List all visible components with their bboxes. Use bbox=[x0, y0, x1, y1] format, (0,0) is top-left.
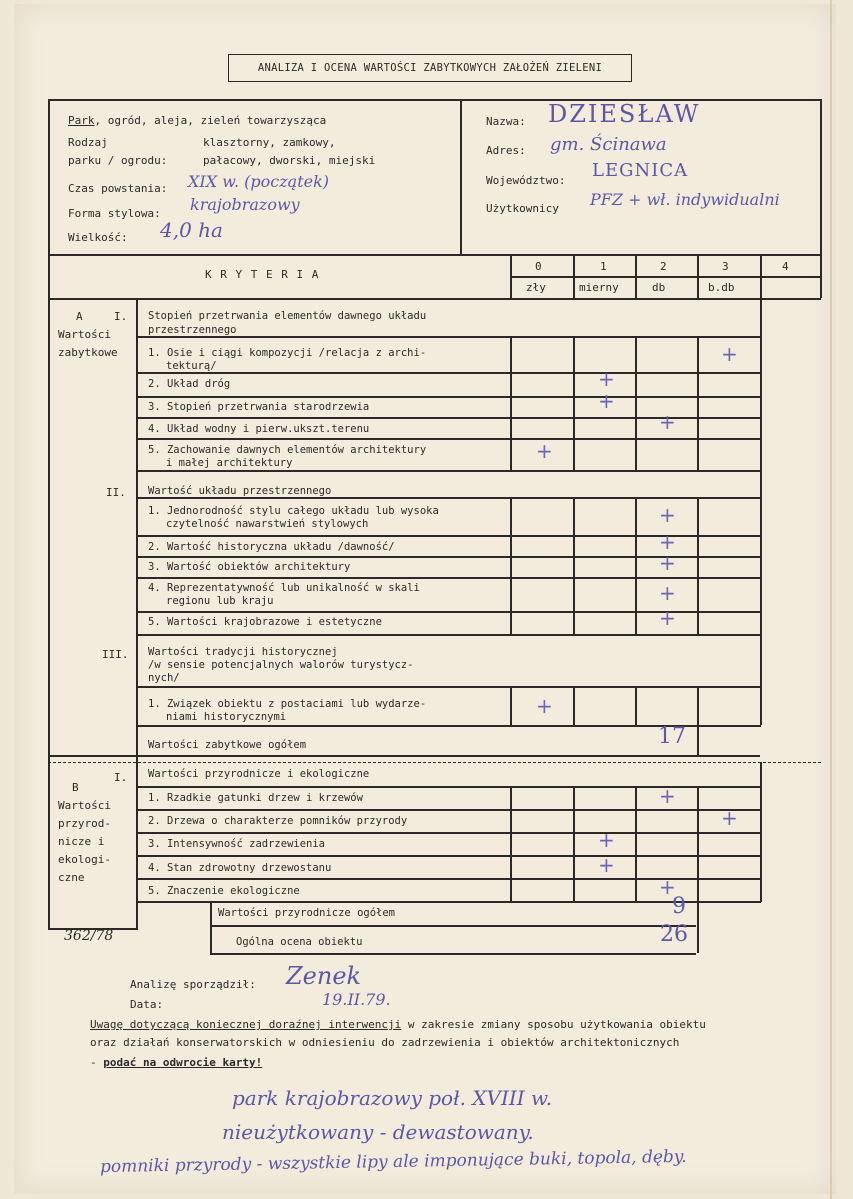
section-b-right bbox=[760, 762, 762, 902]
row-line-a-11 bbox=[136, 634, 761, 636]
score-col-a2-1 bbox=[573, 686, 575, 725]
score-1-label: mierny bbox=[579, 281, 619, 294]
criterion-a2-1-line2: czytelność nawarstwień stylowych bbox=[166, 518, 369, 530]
criterion-a1-1-line1: 1. Osie i ciągi kompozycji /relacja z archi- bbox=[148, 347, 427, 359]
group-a1-title-2: przestrzennego bbox=[148, 324, 237, 336]
row-line-a-9 bbox=[136, 577, 761, 579]
czas-label: Czas powstania: bbox=[68, 182, 168, 195]
score-col-b-2 bbox=[635, 786, 637, 901]
park-type-options: , ogród, aleja, zieleń towarzysząca bbox=[94, 114, 327, 127]
frame-right-top bbox=[820, 99, 822, 254]
row-line-b-1 bbox=[136, 809, 761, 811]
group-a1-title-1: Stopień przetrwania elementów dawnego układu bbox=[148, 310, 427, 322]
wojewodztwo-label: Województwo: bbox=[486, 174, 566, 187]
criterion-a2-1-line1: 1. Jednorodność stylu całego układu lub wysoka bbox=[148, 505, 439, 517]
uzytkownicy-label: Użytkownicy bbox=[486, 202, 559, 215]
score-col-a2-3 bbox=[697, 686, 699, 725]
score-mark-a1-2: + bbox=[598, 367, 615, 391]
row-line-b-5 bbox=[136, 901, 761, 903]
row-line-a-6 bbox=[136, 497, 761, 499]
score-col-a1-1 bbox=[573, 497, 575, 634]
adres-value: gm. Ścinawa bbox=[550, 134, 667, 155]
criterion-a2-2: 2. Wartość historyczna układu /dawność/ bbox=[148, 541, 395, 553]
criterion-a2-4-line2: regionu lub kraju bbox=[166, 595, 274, 607]
section-b-title-1: Wartości bbox=[58, 799, 111, 812]
wojewodztwo-value: LEGNICA bbox=[592, 160, 689, 181]
uzytkownicy-value: PFZ + wł. indywidualni bbox=[590, 190, 780, 209]
header-top bbox=[48, 254, 821, 256]
score-mark-a2-2: + bbox=[659, 530, 676, 554]
note-dash: - bbox=[90, 1056, 104, 1069]
total-b-value: 9 bbox=[672, 894, 686, 919]
total-b-label: Wartości przyrodnicze ogółem bbox=[218, 907, 396, 919]
overall-bottom bbox=[210, 953, 696, 955]
section-b-title-5: czne bbox=[58, 871, 85, 884]
document-title: ANALIZA I OCENA WARTOŚCI ZABYTKOWYCH ZAŁOŻEŃ ZIELENI bbox=[228, 54, 632, 82]
score-mark-b1-2: + bbox=[721, 806, 738, 830]
nazwa-label: Nazwa: bbox=[486, 115, 526, 128]
park-type-selected: Park bbox=[68, 114, 95, 127]
score-col-a1-2 bbox=[635, 497, 637, 634]
row-line-a-12 bbox=[136, 686, 761, 688]
score-mark-b1-4: + bbox=[598, 853, 615, 877]
score-0-label: zły bbox=[526, 281, 546, 294]
score-col-a1-3 bbox=[697, 497, 699, 634]
totals-left bbox=[210, 901, 212, 953]
score-1-header: 1 bbox=[600, 260, 607, 273]
row-line-b-3 bbox=[136, 855, 761, 857]
criterion-b1-1: 1. Rzadkie gatunki drzew i krzewów bbox=[148, 792, 363, 804]
score-mark-a2-1: + bbox=[659, 503, 676, 527]
score-col-b-3 bbox=[697, 786, 699, 901]
score-mark-a1-5: + bbox=[536, 439, 553, 463]
kryteria-header: K R Y T E R I A bbox=[205, 268, 320, 281]
score-col-a2-0 bbox=[510, 686, 512, 725]
score-col-a2-end bbox=[760, 686, 762, 725]
score-col-a2-2 bbox=[635, 686, 637, 725]
score-col-a1-0 bbox=[510, 497, 512, 634]
overall-value: 26 bbox=[660, 922, 688, 947]
score-col-a1-end bbox=[760, 497, 762, 634]
wielkosc-label: Wielkość: bbox=[68, 231, 128, 244]
analysis-signature: Zenek bbox=[286, 962, 362, 990]
section-b-title-3: nicze i bbox=[58, 835, 105, 848]
score-mark-b1-5: + bbox=[659, 875, 676, 899]
score-mark-b1-3: + bbox=[598, 828, 615, 852]
group-a3-title-1: Wartości tradycji historycznej bbox=[148, 646, 338, 658]
group-a2-title: Wartość układu przestrzennego bbox=[148, 485, 332, 497]
row-line-a-4 bbox=[136, 438, 761, 440]
section-b-title-2: przyrod- bbox=[58, 817, 111, 830]
handwritten-note-2: nieużytkowany - dewastowany. bbox=[222, 1120, 534, 1144]
score-2-header: 2 bbox=[660, 260, 667, 273]
row-line-a-14 bbox=[48, 755, 760, 757]
score-mark-b1-1: + bbox=[659, 784, 676, 808]
score-mark-a3-1: + bbox=[536, 694, 553, 718]
rodzaj-label-2: parku / ogrodu: bbox=[68, 154, 168, 167]
reference-number: 362/78 bbox=[64, 928, 114, 944]
score-mark-a2-5: + bbox=[659, 606, 676, 630]
criterion-a2-3: 3. Wartość obiektów architektury bbox=[148, 561, 351, 573]
header-col-1 bbox=[573, 254, 575, 298]
overall-label: Ogólna ocena obiektu bbox=[236, 936, 363, 948]
adres-label: Adres: bbox=[486, 144, 526, 157]
frame-top bbox=[48, 99, 821, 101]
forma-value: krajobrazowy bbox=[190, 195, 300, 214]
rodzaj-label-1: Rodzaj bbox=[68, 136, 108, 149]
section-a-title-2: zabytkowe bbox=[58, 346, 118, 359]
criterion-a2-5: 5. Wartości krajobrazowe i estetyczne bbox=[148, 616, 382, 628]
note-line-2: oraz działań konserwatorskich w odniesieniu do zadrzewienia i obiektów architektonicznych bbox=[90, 1036, 680, 1049]
section-a-roman-1: I. bbox=[114, 310, 128, 323]
score-mark-a1-1: + bbox=[721, 342, 738, 366]
criterion-b1-4: 4. Stan zdrowotny drzewostanu bbox=[148, 862, 332, 874]
group-a3-title-2: /w sensie potencjalnych walorów turystycz- bbox=[148, 659, 414, 671]
criterion-b1-3: 3. Intensywność zadrzewienia bbox=[148, 838, 326, 850]
score-col-a0-end bbox=[760, 336, 762, 470]
note-line-3 bbox=[90, 1056, 262, 1069]
page-edge bbox=[830, 0, 832, 1199]
score-mark-a1-4: + bbox=[659, 410, 676, 434]
score-col-a0-0 bbox=[510, 336, 512, 470]
total-b-bottom bbox=[210, 925, 696, 927]
score-col-a0-3 bbox=[697, 336, 699, 470]
score-col-a0-1 bbox=[573, 336, 575, 470]
header-mid bbox=[510, 276, 820, 278]
header-col-3 bbox=[697, 254, 699, 298]
criterion-a2-4-line1: 4. Reprezentatywność lub unikalność w skali bbox=[148, 582, 420, 594]
section-a-roman-2: II. bbox=[106, 486, 126, 499]
score-4-header: 4 bbox=[782, 260, 789, 273]
rodzaj-value-1: klasztorny, zamkowy, bbox=[203, 136, 336, 149]
criterion-a3-1-line2: niami historycznymi bbox=[166, 711, 287, 723]
criterion-a3-1-line1: 1. Związek obiektu z postaciami lub wydarze- bbox=[148, 698, 427, 710]
header-col-5 bbox=[820, 254, 822, 298]
section-b-title-4: ekologi- bbox=[58, 853, 111, 866]
header-bottom bbox=[48, 298, 821, 300]
score-col-a0-2 bbox=[635, 336, 637, 470]
wielkosc-value: 4,0 ha bbox=[160, 218, 223, 242]
rodzaj-value-2: pałacowy, dworski, miejski bbox=[203, 154, 376, 167]
date-value: 19.II.79. bbox=[322, 990, 391, 1009]
row-line-a-0 bbox=[136, 336, 761, 338]
forma-label: Forma stylowa: bbox=[68, 207, 161, 220]
group-a3-title-3: nych/ bbox=[148, 672, 180, 684]
date-label: Data: bbox=[130, 998, 164, 1011]
info-divider bbox=[460, 99, 462, 254]
analysis-author-label: Analizę sporządził: bbox=[130, 978, 256, 991]
row-line-a-5 bbox=[136, 470, 761, 472]
score-col-b-1 bbox=[573, 786, 575, 901]
score-3-header: 3 bbox=[722, 260, 729, 273]
czas-value: XIX w. (początek) bbox=[188, 172, 330, 191]
row-line-a-1 bbox=[136, 372, 761, 374]
totals-right bbox=[697, 901, 699, 953]
score-col-b-0 bbox=[510, 786, 512, 901]
nazwa-value: DZIESŁAW bbox=[548, 100, 701, 128]
criterion-a1-1-line2: tekturą/ bbox=[166, 360, 217, 372]
handwritten-note-3: pomniki przyrody - wszystkie lipy ale imponujące buki, topola, dęby. bbox=[99, 1146, 687, 1178]
section-a-title-1: Wartości bbox=[58, 328, 111, 341]
score-2-label: db bbox=[652, 281, 666, 294]
note-line-1 bbox=[90, 1018, 706, 1031]
section-a-right-3 bbox=[760, 634, 762, 686]
row-line-a-2 bbox=[136, 396, 761, 398]
note-underlined: Uwagę dotyczącą koniecznej doraźnej interwencji bbox=[90, 1018, 402, 1031]
park-type-line bbox=[68, 114, 326, 127]
score-mark-a2-4: + bbox=[659, 581, 676, 605]
frame-left bbox=[48, 99, 50, 929]
score-0-header: 0 bbox=[535, 260, 542, 273]
row-line-b-2 bbox=[136, 832, 761, 834]
total-a-value: 17 bbox=[658, 724, 686, 749]
section-a-letter: A bbox=[76, 310, 83, 323]
score-3-label: b.db bbox=[708, 281, 735, 294]
section-b-letter: B bbox=[72, 781, 79, 794]
criterion-b1-5: 5. Znaczenie ekologiczne bbox=[148, 885, 300, 897]
section-separator bbox=[48, 762, 821, 763]
left-column-divider bbox=[136, 298, 138, 928]
total-a-right bbox=[697, 725, 699, 755]
note-instruction: podać na odwrocie karty! bbox=[103, 1056, 263, 1069]
score-mark-a2-3: + bbox=[659, 551, 676, 575]
criterion-a1-2: 2. Układ dróg bbox=[148, 378, 231, 390]
total-a-label: Wartości zabytkowe ogółem bbox=[148, 739, 307, 751]
score-mark-a1-3: + bbox=[598, 389, 615, 413]
criterion-b1-2: 2. Drzewa o charakterze pomników przyrody bbox=[148, 815, 408, 827]
section-a-roman-3: III. bbox=[102, 648, 129, 661]
header-col-0 bbox=[510, 254, 512, 298]
criterion-a1-3: 3. Stopień przetrwania starodrzewia bbox=[148, 401, 370, 413]
criterion-a1-5-line2: i małej architektury bbox=[166, 457, 293, 469]
criterion-a1-5-line1: 5. Zachowanie dawnych elementów architektury bbox=[148, 444, 427, 456]
group-b1-title: Wartości przyrodnicze i ekologiczne bbox=[148, 768, 370, 780]
section-b-roman: I. bbox=[114, 771, 128, 784]
section-a-right-2 bbox=[760, 470, 762, 498]
criterion-a1-4: 4. Układ wodny i pierw.ukszt.terenu bbox=[148, 423, 370, 435]
handwritten-note-1: park krajobrazowy poł. XVIII w. bbox=[232, 1086, 553, 1110]
header-col-2 bbox=[635, 254, 637, 298]
header-col-4 bbox=[760, 254, 762, 298]
note-rest: w zakresie zmiany sposobu użytkowania obiektu bbox=[401, 1018, 706, 1031]
